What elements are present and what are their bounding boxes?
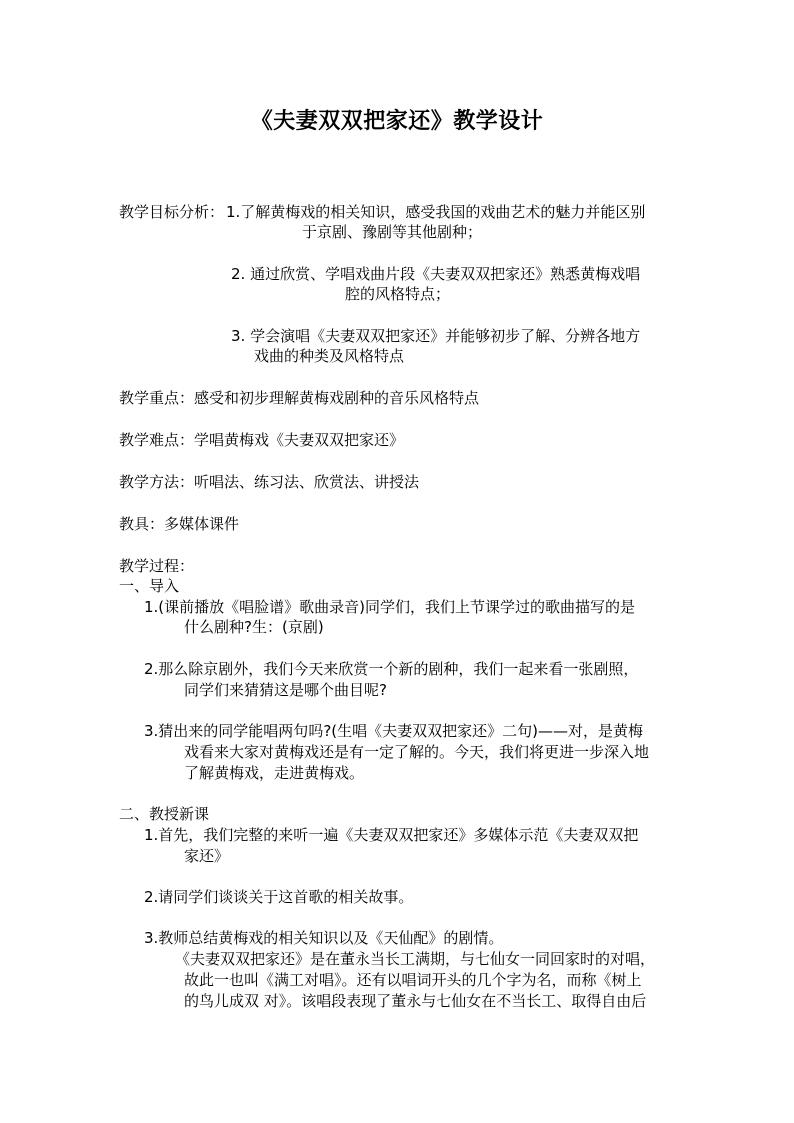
section-2-item-1-line-2: 家还》 (184, 847, 230, 865)
objective-3-line-2: 戏曲的种类及风格特点 (254, 347, 405, 365)
objective-1-line-1: 1.了解黄梅戏的相关知识，感受我国的戏曲艺术的魅力并能区别 (226, 203, 646, 221)
section-2-item-1-line-1: 1.首先，我们完整的来听一遍《夫妻双双把家还》多媒体示范《夫妻双双把 (144, 826, 639, 844)
process-heading: 教学过程： (119, 557, 195, 575)
section-1-item-3-line-1: 3.猜出来的同学能唱两句吗?(生唱《夫妻双双把家还》二句)——对，是黄梅 (144, 722, 643, 740)
section-2-item-3-line-1: 3.教师总结黄梅戏的相关知识以及《天仙配》的剧情。 (144, 929, 504, 947)
section-2-title: 二、教授新课 (119, 805, 210, 823)
section-1-item-3-line-2: 戏看来大家对黄梅戏还是有一定了解的。今天，我们将更进一步深入地 (184, 743, 650, 761)
tools: 教具：多媒体课件 (119, 515, 240, 533)
section-2-paragraph-line-3: 的鸟儿成双 对》。该唱段表现了董永与七仙女在不当长工、取得自由后 (184, 992, 647, 1010)
objectives-label: 教学目标分析： (119, 203, 225, 221)
section-2-paragraph-line-1: 《夫妻双双把家还》是在董永当长工满期，与七仙女一同回家时的对唱， (175, 950, 656, 968)
section-1-item-3-line-3: 了解黄梅戏，走进黄梅戏。 (184, 764, 365, 782)
section-1-item-2-line-1: 2.那么除京剧外，我们今天来欣赏一个新的剧种，我们一起来看一张剧照， (144, 660, 639, 678)
objective-1-line-2: 于京剧、豫剧等其他剧种； (302, 223, 483, 241)
objective-2-line-1: 2. 通过欣赏、学唱戏曲片段《夫妻双双把家还》熟悉黄梅戏唱 (231, 265, 641, 283)
methods: 教学方法：听唱法、练习法、欣赏法、讲授法 (119, 473, 420, 491)
page-title: 《夫妻双双把家还》教学设计 (250, 109, 544, 134)
objective-2-line-2: 腔的风格特点； (345, 285, 451, 303)
section-2-paragraph-line-2: 故此一也叫《满工对唱》。还有以唱词开头的几个字为名，而称《树上 (184, 971, 642, 989)
section-2-item-2-line-1: 2.请同学们谈谈关于这首歌的相关故事。 (144, 888, 414, 906)
section-1-item-1-line-1: 1.(课前播放《唱脸谱》歌曲录音)同学们，我们上节课学过的歌曲描写的是 (144, 598, 636, 616)
difficulty: 教学难点：学唱黄梅戏《夫妻双双把家还》 (119, 431, 405, 449)
key-points: 教学重点：感受和初步理解黄梅戏剧种的音乐风格特点 (119, 389, 480, 407)
section-1-item-1-line-2: 什么剧种?生：(京剧) (184, 618, 324, 636)
section-1-item-2-line-2: 同学们来猜猜这是哪个曲目呢? (184, 681, 387, 699)
section-1-title: 一、导入 (119, 577, 180, 595)
objective-3-line-1: 3. 学会演唱《夫妻双双把家还》并能够初步了解、分辨各地方 (231, 327, 641, 345)
